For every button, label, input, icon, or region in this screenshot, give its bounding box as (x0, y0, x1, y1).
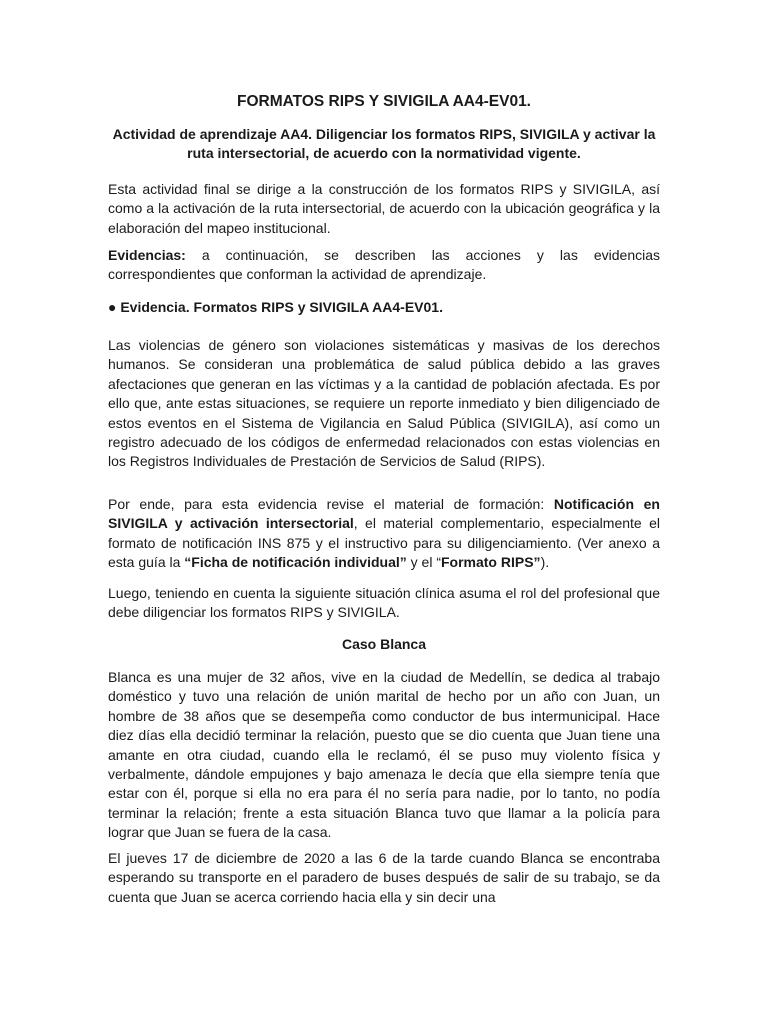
evidencias-label: Evidencias: (108, 247, 186, 263)
document-title: FORMATOS RIPS Y SIVIGILA AA4-EV01. (237, 93, 531, 110)
porende-text-3: y el “ (406, 554, 441, 571)
porende-bold-2: “Ficha de notificación individual” (184, 554, 407, 571)
evidencias-paragraph (108, 246, 660, 285)
document-subtitle: Actividad de aprendizaje AA4. Diligenciar los formatos RIPS, SIVIGILA y activar la ruta intersectorial, de acuerdo con la normatividad vigente. (112, 126, 656, 161)
violencias-paragraph: Las violencias de género son violaciones sistemáticas y masivas de los derechos humanos. Se consideran una problemática de salud pública debido a las graves afectaciones que generan en las víctimas y a la cantidad de población afectada. Es por ello que, ante estas situaciones, se requiere un reporte inmediato y bien diligenciado de estos eventos en el Sistema de Vigilancia en Salud Pública (SIVIGILA), así como un registro adecuado de los códigos de enfermedad relacionados con estas violencias en los Registros Individuales de Prestación de Servicios de Salud (RIPS). (108, 337, 660, 470)
porende-text-2: , el material complementario, especialmente el formato de notificación INS 875 y el instructivo para su diligenciamiento. (Ver anexo a esta guía la (108, 515, 660, 571)
luego-paragraph: Luego, teniendo en cuenta la siguiente situación clínica asuma el rol del profesional que debe diligenciar los formatos RIPS y SIVIGILA. (108, 585, 660, 621)
porende-text-1: Por ende, para esta evidencia revise el material de formación: (108, 496, 554, 512)
porende-bold-1: Notificación en SIVIGILA y activación intersectorial (108, 496, 660, 532)
case-paragraph-2: El jueves 17 de diciembre de 2020 a las 6 de la tarde cuando Blanca se encontraba esperando su transporte en el paradero de buses después de salir de su trabajo, se da cuenta que Juan se acerca corriendo hacia ella y sin decir una (108, 850, 660, 905)
porende-paragraph (108, 495, 660, 573)
evidencias-text: a continuación, se describen las acciones y las evidencias correspondientes que conforman la actividad de aprendizaje. (108, 247, 660, 283)
case-paragraph-1: Blanca es una mujer de 32 años, vive en la ciudad de Medellín, se dedica al trabajo doméstico y tuvo una relación de unión marital de hecho por un año con Juan, un hombre de 38 años que se desempeña como conductor de bus intermunicipal. Hace diez días ella decidió terminar la relación, puesto que se dio cuenta que Juan tiene una amante en otra ciudad, cuando ella le reclamó, él se puso muy violento física y verbalmente, dándole empujones y bajo amenaza le decía que ella siempre tenía que estar con él, porque si ella no era para él no sería para nadie, por lo tanto, no podía terminar la relación; frente a esta situación Blanca tuvo que llamar a la policía para lograr que Juan se fuera de la casa. (108, 669, 660, 841)
porende-bold-3: Formato RIPS” (440, 554, 541, 571)
intro-paragraph: Esta actividad final se dirige a la construcción de los formatos RIPS y SIVIGILA, así como a la activación de la ruta intersectorial, de acuerdo con la ubicación geográfica y la elaboración del mapeo institucional. (108, 181, 660, 236)
evidence-heading: ● Evidencia. Formatos RIPS y SIVIGILA AA4-EV01. (108, 299, 443, 315)
porende-text-4: ). (540, 554, 550, 571)
case-title: Caso Blanca (341, 636, 427, 652)
